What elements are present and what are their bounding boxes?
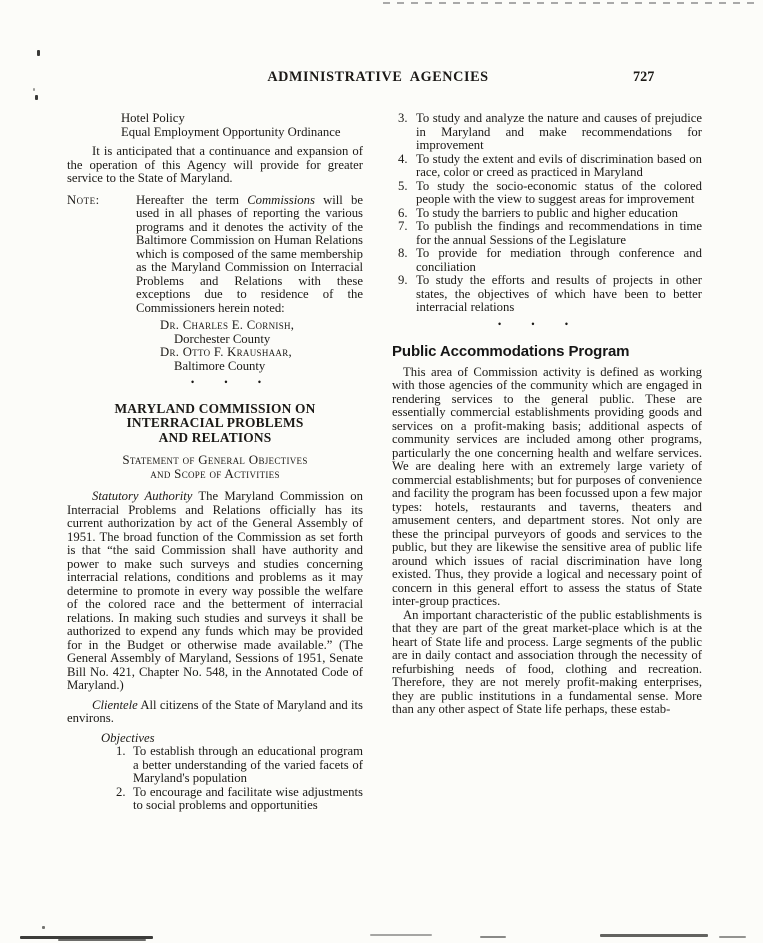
carryover-item-eeo-ordinance: Equal Employment Opportunity Ordinance [121, 124, 341, 139]
clientele-paragraph [67, 699, 363, 726]
objective-number: 3. [398, 111, 408, 125]
commission-heading-line: INTERRACIAL PROBLEMS [126, 415, 304, 430]
running-header-title: ADMINISTRATIVE AGENCIES [267, 69, 489, 85]
objective-item-9 [392, 274, 702, 315]
objective-number: 8. [398, 246, 408, 260]
scan-speck [37, 50, 40, 56]
public-accommodations-paragraph-1: This area of Commission activity is defined as working with those agencies of the community which are engaged in rendering services to the general public. These are essentially commercial establishments providing goods and services on a profit-making basis; additional aspects of community services are included among other programs, particularly the one concerning health and welfare services. We are dealing here with an extremely large variety of commercial establishments; but for purposes of convenience and facility the program has been focussed upon a few major types: hotels, restaurants and taverns, theaters and amusement centers, and department stores. Not only are these the principal purveyors of goods and services to the public, but they are likewise the sensitive area of public life around which issues of racial discrimination have long existed. Thus, they provide a logical and necessary point of concern in this general effort to assess the status of State inter-group practices. [392, 364, 702, 608]
commission-heading-line: AND RELATIONS [158, 429, 272, 445]
objective-text: To study the socio-economic status of the colored people with the view to suggest areas for improvement [416, 178, 702, 206]
note-label: Note: [67, 192, 100, 207]
statutory-authority-paragraph [67, 490, 363, 693]
scan-speck [33, 88, 35, 91]
public-accommodations-heading: Public Accommodations Program [392, 343, 630, 360]
scan-smudge [480, 936, 506, 938]
objective-number: 5. [398, 178, 408, 193]
objective-number: 2. [116, 784, 126, 799]
scan-speck [35, 95, 38, 100]
objective-text: To publish the findings and recommendations in time for the annual Sessions of the Legislature [416, 219, 702, 247]
right-column [392, 112, 702, 717]
scan-smudge [370, 934, 432, 936]
statement-subheading-line: Statement of General Objectives [122, 452, 308, 467]
commissioner-name: Dr. Charles E. Cornish, [160, 318, 295, 332]
objective-item-6 [392, 207, 702, 221]
clientele-lead: Clientele [92, 697, 138, 712]
statement-subheading [67, 453, 363, 481]
note-text-post: will be used in all phases of reporting the various programs and it denotes the activity of the Baltimore Commission on Human Relations which is composed of the same membership as the Maryland Commission on Interracial Problems and Relations with these exceptions due to residence of the Commissioners herein noted: [136, 192, 364, 315]
objective-text: To encourage and facilitate wise adjustments to social problems and opportunities [133, 784, 363, 812]
note-text-pre: Hereafter the term [136, 192, 248, 207]
objective-text: To study the efforts and results of projects in other states, the objectives of which have been to better interracial relations [416, 273, 702, 314]
carryover-item-hotel-policy: Hotel Policy [121, 111, 185, 125]
objective-item-3 [392, 112, 702, 153]
commissioner-county: Baltimore County [174, 358, 266, 373]
scan-speck [42, 926, 45, 929]
section-separator-dots: • • • [191, 377, 275, 387]
objective-item-2 [67, 786, 363, 813]
objective-text: To provide for mediation through conference and conciliation [416, 246, 702, 274]
scan-smudge [58, 939, 146, 941]
objective-number: 4. [398, 151, 408, 166]
commission-heading-line: MARYLAND COMMISSION ON [114, 400, 316, 416]
statement-subheading-line: and Scope of Activities [150, 466, 280, 481]
page-number: 727 [633, 69, 655, 85]
scan-smudge [719, 936, 746, 938]
scan-smudge [600, 934, 708, 937]
statutory-authority-lead: Statutory Authority [92, 489, 193, 503]
objective-item-8 [392, 247, 702, 274]
left-column [67, 112, 363, 813]
carryover-list [67, 112, 363, 139]
objective-number: 9. [398, 273, 408, 287]
note-block [67, 194, 363, 316]
objective-text: To study the extent and evils of discrimination based on race, color or creed as practiced in Maryland [416, 151, 702, 179]
public-accommodations-paragraph-2: An important characteristic of the public establishments is that they are part of the great market-place which is at the heart of State life and process. Large segments of the public are in daily contact and association through the necessity of refurbishing needs of food, clothing and recreation. Therefore, they are not merely profit-making enterprises, they are public institutions in a fundamental sense. More than any other aspect of State life perhaps, these estab- [392, 607, 702, 716]
commissioners-block [67, 319, 363, 373]
scan-edge-dashes [383, 2, 761, 4]
objective-text: To study the barriers to public and higher education [416, 205, 678, 220]
objectives-label: Objectives [101, 730, 155, 745]
objective-number: 1. [116, 744, 126, 758]
objective-item-1 [67, 745, 363, 786]
commissioner-county: Dorchester County [174, 331, 271, 346]
commission-heading [67, 402, 363, 446]
objective-item-4 [392, 153, 702, 180]
objective-number: 6. [398, 205, 408, 220]
statutory-authority-text: The Maryland Commission on Interracial Problems and Relations officially has its current authorization by act of the General Assembly of 1951. The broad function of the Commission as set forth is that “the said Commission shall have authority and power to make such surveys and studies concerning interracial relations, conditions and problems as it may determine to promote in every way possible the welfare of the colored race and the betterment of interracial relations. In making such studies and surveys it shall be authorized to expend any funds which may be provided for in the Budget or otherwise made available.” (The General Assembly of Maryland, Sessions of 1951, Senate Bill No. 421, Chapter No. 548, in the Annotated Code of Maryland.) [67, 489, 363, 692]
objective-item-7 [392, 220, 702, 247]
section-separator-dots: • • • [498, 318, 582, 329]
clientele-text: All citizens of the State of Maryland and its environs. [67, 697, 363, 725]
intro-paragraph: It is anticipated that a continuance and expansion of the operation of this Agency will provide for greater service to the State of Maryland. [67, 144, 363, 185]
objective-text: To study and analyze the nature and causes of prejudice in Maryland and make recommendations for improvement [416, 111, 702, 152]
objective-item-5 [392, 180, 702, 207]
objective-text: To establish through an educational program a better understanding of the varied facets of Maryland's population [133, 744, 363, 785]
commissioner-name: Dr. Otto F. Kraushaar, [160, 345, 293, 359]
objective-number: 7. [398, 219, 408, 233]
note-italic-term: Commissions [247, 192, 315, 207]
